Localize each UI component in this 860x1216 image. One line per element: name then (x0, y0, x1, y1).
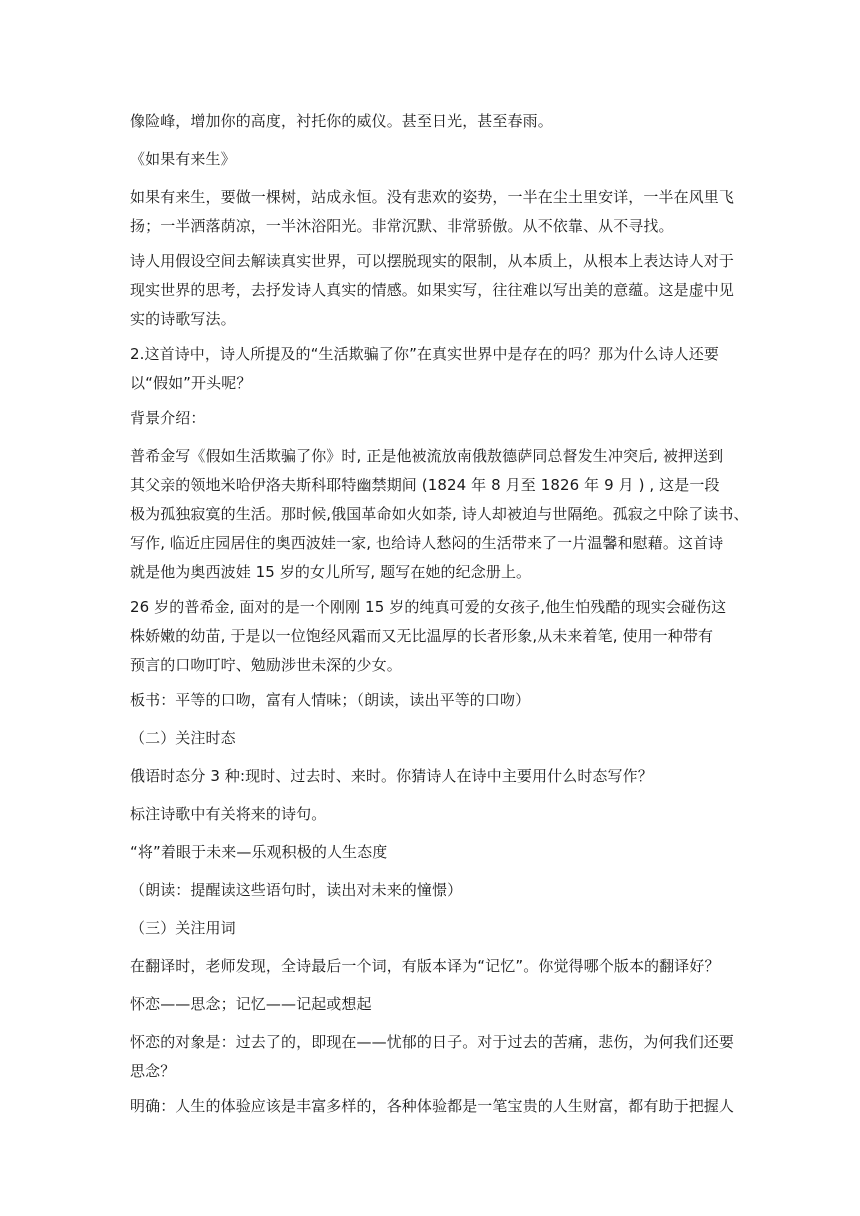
paragraph (130, 1028, 736, 1086)
text-line: 怀恋——思念；记忆——记起或想起 (130, 995, 372, 1013)
text-line: 就是他为奥西波娃 15 岁的女儿所写, 题写在她的纪念册上。 (130, 563, 532, 581)
text-line: 背景介绍： (130, 409, 206, 427)
text-line: 标注诗歌中有关将来的诗句。 (130, 805, 327, 823)
question-paragraph (130, 340, 736, 398)
poem-title (130, 145, 736, 174)
text-line: 写作, 临近庄园居住的奥西波娃一家, 也给诗人愁闷的生活带来了一片温馨和慰藉。这首诗 (130, 534, 724, 552)
text-line: 明确：人生的体验应该是丰富多样的，各种体验都是一笔宝贵的人生财富，都有助于把握人 (130, 1097, 735, 1115)
text-line: 2.这首诗中，诗人所提及的“生活欺骗了你”在真实世界中是存在的吗？那为什么诗人还要 (130, 345, 719, 363)
text-line: 像险峰，增加你的高度，衬托你的威仪。甚至日光，甚至春雨。 (130, 112, 553, 130)
reading-note (130, 876, 736, 905)
text-line: 怀恋的对象是：过去了的，即现在——忧郁的日子。对于过去的苦痛，悲伤，为何我们还要 (130, 1033, 735, 1051)
text-line: 实的诗歌写法。 (130, 310, 236, 328)
document-body (130, 107, 749, 1121)
paragraph (130, 990, 736, 1019)
text-line: 扬；一半洒落荫凉，一半沐浴阳光。非常沉默、非常骄傲。从不依靠、从不寻找。 (130, 217, 674, 235)
section-heading (130, 914, 736, 943)
paragraph (130, 762, 736, 791)
text-line: 现实世界的思考，去抒发诗人真实的情感。如果实写，往往难以写出美的意蕴。这是虚中见 (130, 281, 735, 299)
paragraph (130, 1092, 736, 1121)
section-label (130, 404, 736, 433)
paragraph (130, 838, 736, 867)
text-line: 如果有来生，要做一棵树，站成永恒。没有悲欢的姿势，一半在尘土里安详，一半在风里飞 (130, 188, 735, 206)
text-line: 极为孤独寂寞的生活。那时候,俄国革命如火如荼, 诗人却被迫与世隔绝。孤寂之中除了读书、 (130, 505, 749, 523)
text-line: （三）关注用词 (130, 919, 236, 937)
text-line: 《如果有来生》 (130, 150, 236, 168)
paragraph (130, 442, 749, 587)
paragraph (130, 593, 736, 680)
text-line: 在翻译时，老师发现，全诗最后一个词，有版本译为“记忆”。你觉得哪个版本的翻译好？ (130, 957, 720, 975)
text-line: 板书：平等的口吻，富有人情味；（朗读，读出平等的口吻） (130, 691, 531, 709)
text-line: 预言的口吻叮咛、勉励涉世未深的少女。 (130, 656, 402, 674)
paragraph (130, 800, 736, 829)
text-line: （二）关注时态 (130, 729, 236, 747)
text-line: 俄语时态分 3 种:现时、过去时、来时。你猜诗人在诗中主要用什么时态写作？ (130, 767, 653, 785)
paragraph (130, 183, 736, 241)
text-line: 普希金写《假如生活欺骗了你》时, 正是他被流放南俄敖德萨同总督发生冲突后, 被押送到 (130, 447, 724, 465)
text-line: 以“假如”开头呢？ (130, 374, 252, 392)
section-heading (130, 724, 736, 753)
text-line: 株娇嫩的幼苗, 于是以一位饱经风霜而又无比温厚的长者形象,从未来着笔, 使用一种带有 (130, 627, 714, 645)
text-line: “将”着眼于未来—乐观积极的人生态度 (130, 843, 388, 861)
text-line: 诗人用假设空间去解读真实世界，可以摆脱现实的限制，从本质上，从根本上表达诗人对于 (130, 252, 735, 270)
text-line: 其父亲的领地米哈伊洛夫斯科耶特幽禁期间 (1824 年 8 月至 1826 年 9 月 ) , 这是一段 (130, 476, 720, 494)
board-note (130, 686, 736, 715)
paragraph (130, 107, 736, 136)
text-line: （朗读：提醒读这些语句时，读出对未来的憧憬） (130, 881, 463, 899)
text-line: 26 岁的普希金, 面对的是一个刚刚 15 岁的纯真可爱的女孩子,他生怕残酷的现实会碰伤这 (130, 598, 727, 616)
paragraph (130, 952, 736, 981)
paragraph (130, 247, 736, 334)
text-line: 思念？ (130, 1062, 176, 1080)
